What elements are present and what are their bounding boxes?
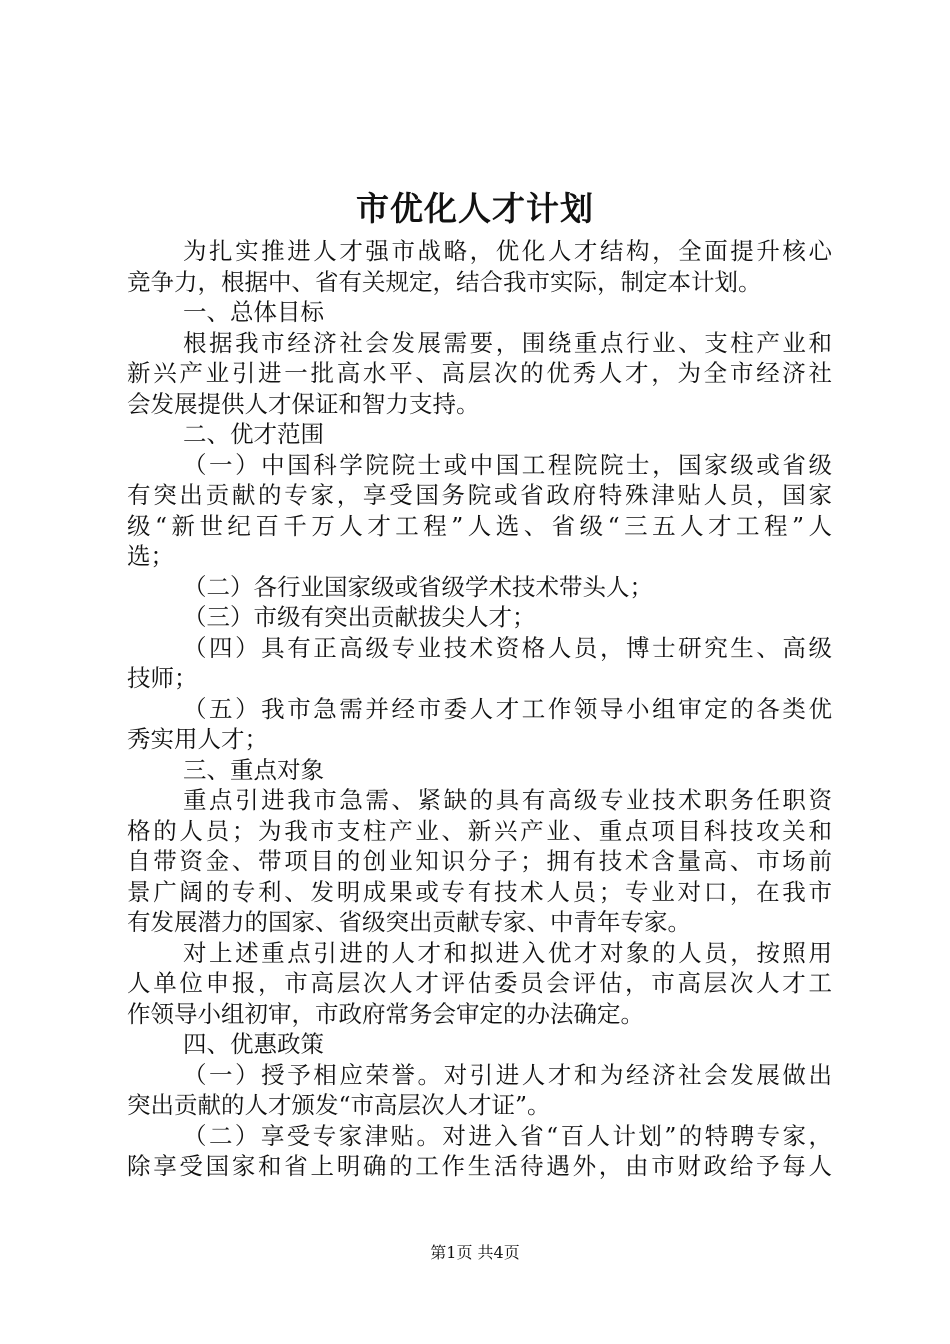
text-line: 有发展潜力的国家、省级突出贡献专家、中青年专家。: [127, 908, 691, 936]
text-line: 技师；: [127, 664, 198, 692]
text-line: 重点引进我市急需、紧缺的具有高级专业技术职务任职资: [183, 786, 832, 814]
text-line: 突出贡献的人才颁发“市高层次人才证”。: [127, 1091, 551, 1119]
text-line: 作领导小组初审，市政府常务会审定的办法确定。: [127, 999, 644, 1028]
text-line: 新兴产业引进一批高水平、高层次的优秀人才，为全市经济社: [127, 359, 832, 387]
text-line: （二）享受专家津贴。对进入省“百人计划”的特聘专家，: [183, 1121, 832, 1150]
text-line: 秀实用人才；: [127, 725, 268, 753]
text-line: 二、优才范围: [183, 420, 324, 448]
text-line: 根据我市经济社会发展需要，围绕重点行业、支柱产业和: [183, 328, 832, 357]
text-line: 三、重点对象: [183, 755, 324, 784]
text-line: 级“新世纪百千万人才工程”人选、省级“三五人才工程”人: [127, 511, 832, 540]
text-line: 会发展提供人才保证和智力支持。: [127, 389, 480, 418]
text-line: 格的人员；为我市支柱产业、新兴产业、重点项目科技攻关和: [127, 816, 832, 845]
text-line: （一）中国科学院院士或中国工程院院士，国家级或省级: [183, 450, 832, 479]
text-line: 竞争力，根据中、省有关规定，结合我市实际，制定本计划。: [127, 267, 762, 296]
page-footer: 第1页 共4页: [430, 1243, 520, 1262]
text-line: （四）具有正高级专业技术资格人员，博士研究生、高级: [183, 633, 832, 662]
document-body: [127, 236, 832, 1182]
text-line: （二）各行业国家级或省级学术技术带头人；: [183, 572, 653, 601]
text-line: 为扎实推进人才强市战略，优化人才结构，全面提升核心: [183, 237, 832, 265]
text-line: （一）授予相应荣誉。对引进人才和为经济社会发展做出: [183, 1060, 832, 1089]
text-line: 景广阔的专利、发明成果或专有技术人员；专业对口，在我市: [127, 877, 832, 906]
text-line: 人单位申报，市高层次人才评估委员会评估，市高层次人才工: [127, 969, 832, 997]
text-line: 选；: [127, 542, 174, 570]
text-line: 有突出贡献的专家，享受国务院或省政府特殊津贴人员，国家: [127, 481, 832, 509]
document-title: 市优化人才计划: [356, 189, 594, 228]
text-line: （五）我市急需并经市委人才工作领导小组审定的各类优: [183, 694, 832, 723]
text-line: 自带资金、带项目的创业知识分子；拥有技术含量高、市场前: [127, 847, 832, 875]
text-line: （三）市级有突出贡献拔尖人才；: [183, 603, 536, 631]
text-line: 一、总体目标: [183, 298, 324, 326]
text-line: 四、优惠政策: [183, 1030, 324, 1058]
text-line: 对上述重点引进的人才和拟进入优才对象的人员，按照用: [183, 938, 832, 967]
text-line: 除享受国家和省上明确的工作生活待遇外，由市财政给予每人: [127, 1152, 832, 1180]
